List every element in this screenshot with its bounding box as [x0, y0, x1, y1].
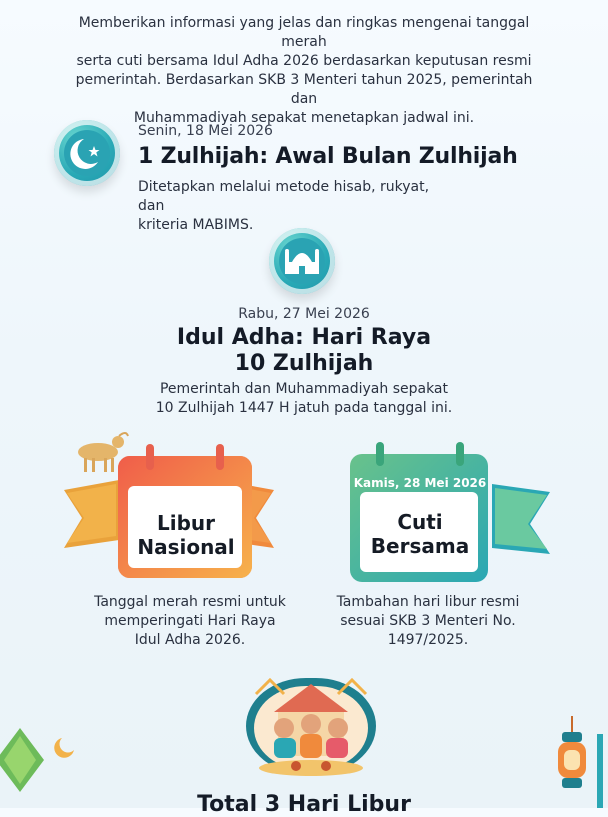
card-description — [80, 593, 300, 650]
event-title-line: Idul Adha: Hari Raya — [176, 325, 432, 350]
card-description-line: sesuai SKB 3 Menteri No. — [340, 613, 516, 629]
intro-line: Muhammadiyah sepakat menetapkan jadwal ini. — [133, 110, 475, 126]
event-description-line: Ditetapkan melalui metode hisab, rukyat, dan — [138, 179, 430, 214]
event-description-line: 10 Zulhijah 1447 H jatuh pada tanggal ini. — [155, 400, 453, 416]
family-illustration — [226, 650, 396, 790]
card-label — [362, 510, 478, 558]
card-label — [128, 511, 244, 559]
holiday-calendar-illustration — [64, 430, 274, 590]
event-title-line: 10 Zulhijah — [234, 351, 374, 376]
card-description — [318, 593, 538, 650]
card-description-line: memperingati Hari Raya — [104, 613, 276, 629]
event-title: 1 Zulhijah: Awal Bulan Zulhijah — [138, 144, 518, 169]
card-label-line: Bersama — [370, 534, 470, 558]
event-date: Senin, 18 Mei 2026 — [138, 123, 273, 139]
card-description-line: 1497/2025. — [387, 632, 469, 648]
card-description-line: Tambahan hari libur resmi — [336, 594, 520, 610]
event-title — [0, 325, 608, 377]
intro-line: pemerintah. Berdasarkan SKB 3 Menteri tahun 2025, pemerintah dan — [75, 72, 533, 107]
card-description-line: Idul Adha 2026. — [134, 632, 246, 648]
intro-line: Memberikan informasi yang jelas dan ringkas mengenai tanggal merah — [78, 15, 530, 50]
event-description — [138, 178, 458, 235]
card-date-header: Kamis, 28 Mei 2026 — [353, 476, 487, 490]
card-description-line: Tanggal merah resmi untuk — [94, 594, 286, 610]
card-label-line: Nasional — [137, 535, 235, 559]
intro-line: serta cuti bersama Idul Adha 2026 berdasarkan keputusan resmi — [76, 53, 532, 69]
card-label-line: Libur — [156, 511, 216, 535]
event-description-line: Pemerintah dan Muhammadiyah sepakat — [159, 381, 449, 397]
event-description — [0, 380, 608, 418]
event-description-line: kriteria MABIMS. — [138, 217, 254, 233]
summary-title: Total 3 Hari Libur — [197, 792, 411, 817]
event-date: Rabu, 27 Mei 2026 — [238, 306, 370, 322]
card-label-line: Cuti — [397, 510, 443, 534]
crescent-star-icon — [54, 120, 120, 186]
intro-paragraph — [64, 14, 544, 128]
mosque-icon — [269, 228, 335, 294]
